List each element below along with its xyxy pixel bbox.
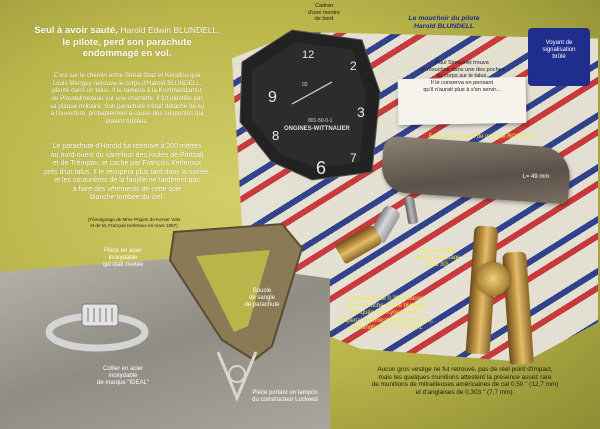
gauge-digit: 9	[268, 89, 277, 106]
simounet-caption: Paul Simounet trouva ce mouchoir dans une des poches du corps sur le talus. Il le conserva en pensant qu'il n'aurait plus à s'en servir...	[419, 60, 505, 93]
stainless-clamp-image	[42, 298, 152, 354]
lighter-size: L= 49 mm	[522, 174, 550, 180]
cockpit-clock-dial	[232, 22, 382, 182]
gauge-digit: 12	[302, 49, 315, 61]
lighter-caption: Fond d'un briquet de marque RONSON	[428, 134, 534, 140]
gauge-digit: 2	[350, 59, 357, 73]
gauge-code: 801-50-0-1	[308, 118, 333, 124]
conclusion-text: Aucun gros vestige ne fut retrouvé, pas de réel point d'impact, mais les quelques munitions attestent la présence assez rare de munitions de mitrailleuses américaines de cal 0,50 " (12,7 mm) et d'anglaises de 0,303 " (7,7 mm).	[371, 366, 559, 397]
cartridges-caption: Cartouches de 0,303 pouces, une cartouche contre blindage fabriquée par Kynoch & Co. (Imperial Chemical Industries, Ltd.), (Birmingham, U.K. en 1941	[338, 296, 434, 331]
signal-light-caption: Voyant de signalisation brûlé	[542, 40, 576, 61]
gauge-small-digit: 02	[302, 82, 308, 88]
handkerchief-caption: Le mouchoir du pilote Harold BLUNDELL	[408, 15, 480, 31]
main-title: Seul à avoir sauté, Harold Edwin BLUNDELL, le pilote, perd son parachute endommagé en vol.	[34, 25, 220, 60]
gauge-digit: 8	[272, 128, 280, 143]
testimony-note: (Témoignage de Mme Prigent de Kerver Vras et de M. François Kerleroux en mars 1997)	[87, 217, 181, 228]
buckle-caption: Boucle de sangle de parachute	[244, 288, 280, 309]
ogive-caption: Ogive, douille et son marquage (Cal 30)	[415, 248, 461, 269]
gauge-digit: 3	[357, 104, 365, 120]
dial-caption: Cadran d'une montre de bord	[308, 3, 340, 23]
gauge-digit: 7	[350, 151, 357, 165]
clamp-caption: Collier en acier inoxydable de marque "IDEAL"	[97, 366, 149, 387]
lockheed-caption: Pièce portant un tampon du constructeur Lockeed	[252, 390, 318, 404]
story-paragraph-1: C'est sur le chemin entre Stréat Glaz et Kerallou que Louis Menguy retrouva le corps d'Harold BLUNDELL, planté dans un talus. Il le ramena à la Kommandantur de Ploudalmézeau sur une charrette. Il fut identifié par sa plaque militaire. Son parachute s'était détaché de lui à l'ouverture, probablement à cause des suspentes qui étaient brûlées.	[49, 72, 205, 126]
story-paragraph-2: Le parachute d'Harold fut retrouvé à 200 mètres au nord-ouest du carrefour des routes de Portsall et de Trémpan, et caché par François Kerleroux près d'un talus. Il le récupéra plus tard dans la soirée, et les couturières de la famille ne tardèrent pas à faire des vêtements de cette soie blanche tombée du ciel.	[44, 143, 210, 202]
gauge-brand: ONGINES-WITTNAUER	[284, 126, 350, 132]
cartridge-base	[476, 262, 510, 296]
riveted-piece-caption: Pièce en acier inoxydable qui était rivetée	[102, 248, 144, 269]
gauge-digit: 6	[316, 158, 327, 178]
